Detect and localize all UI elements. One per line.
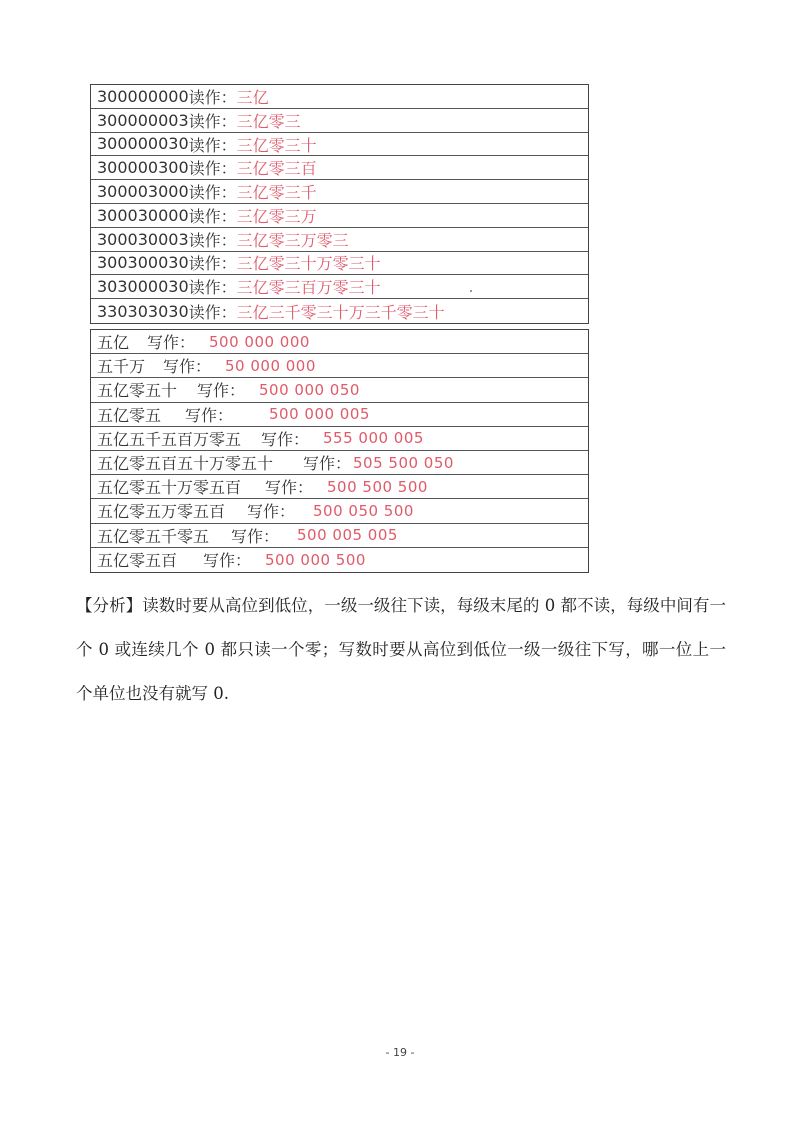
write-label: 写作： [203,551,252,571]
read-label: 读作： [188,278,237,298]
number-words: 五亿零五 [97,405,162,425]
table-row [91,180,588,204]
table-row [91,427,588,451]
number-words: 五亿零五百五十万零五十 [97,454,274,474]
written-answer: 50 000 000 [225,356,316,375]
number-words: 五亿零五千零五 [97,526,210,546]
scan-speck [470,290,472,292]
reading-answer: 三亿零三千 [236,183,317,203]
write-label: 写作： [185,405,234,425]
table-row [91,354,588,378]
number-words: 五亿零五百 [97,551,178,571]
number: 303000030 [97,277,189,297]
table-row [91,109,588,133]
table-row [91,475,588,499]
write-label: 写作： [265,478,314,498]
table-row [91,252,588,276]
number-words: 五千万 [97,357,146,377]
written-answer: 500 000 000 [209,332,310,351]
written-answer: 500 000 050 [259,380,360,399]
analysis-text: 读数时要从高位到低位，一级一级往下读，每级末尾的 0 都不读，每级中间有一个 0 或连续几个 0 都只读一个零；写数时要从高位到低位一级一级往下写，哪一位上一个单位也没有就写 0. [76,596,727,703]
reading-answer: 三亿零三十 [236,135,317,155]
write-label: 写作： [261,429,310,449]
written-answer: 555 000 005 [323,429,424,448]
read-label: 读作： [188,135,237,155]
number-words: 五亿零五万零五百 [97,502,226,522]
written-answer: 500 500 500 [327,477,428,496]
number-words: 五亿 [97,333,130,353]
number-words: 五亿零五十 [97,381,178,401]
write-label: 写作： [231,526,280,546]
table-row [91,204,588,228]
reading-answer: 三亿零三万零三 [236,230,349,250]
written-answer: 500 000 500 [265,550,366,569]
reading-answer: 三亿零三万 [236,206,317,226]
number-words: 五亿零五十万零五百 [97,478,242,498]
read-label: 读作： [188,159,237,179]
reading-answer: 三亿零三百 [236,159,317,179]
reading-table [90,84,589,324]
read-label: 读作： [188,254,237,274]
page-number: - 19 - [385,1046,415,1059]
number: 300030000 [97,205,189,225]
number: 300000030 [97,134,189,154]
number-words: 五亿五千五百万零五 [97,429,242,449]
write-label: 写作： [163,357,212,377]
table-row [91,548,588,572]
read-label: 读作： [188,206,237,226]
number: 300300030 [97,253,189,273]
written-answer: 500 005 005 [297,526,398,545]
analysis-paragraph [76,584,726,716]
number: 300000003 [97,110,189,130]
read-label: 读作： [188,230,237,250]
reading-answer: 三亿零三十万零三十 [236,254,381,274]
write-label: 写作： [147,333,196,353]
written-answer: 500 000 005 [269,405,370,424]
table-row [91,403,588,427]
table-row [91,451,588,475]
number: 300030003 [97,229,189,249]
read-label: 读作： [188,302,237,322]
reading-answer: 三亿 [236,87,269,107]
write-label: 写作： [303,454,352,474]
table-row [91,499,588,523]
table-row [91,275,588,299]
number: 330303030 [97,301,189,321]
write-label: 写作： [197,381,246,401]
read-label: 读作： [188,183,237,203]
reading-answer: 三亿三千零三十万三千零三十 [236,302,445,322]
table-row [91,133,588,157]
table-row [91,156,588,180]
number: 300000000 [97,86,189,106]
number: 300000300 [97,158,189,178]
table-row [91,378,588,402]
read-label: 读作： [188,87,237,107]
writing-table [90,329,589,573]
reading-answer: 三亿零三百万零三十 [236,278,381,298]
table-row [91,228,588,252]
write-label: 写作： [247,502,296,522]
read-label: 读作： [188,111,237,131]
number: 300003000 [97,182,189,202]
table-row [91,299,588,323]
written-answer: 505 500 050 [353,453,454,472]
reading-answer: 三亿零三 [236,111,301,131]
table-row [91,524,588,548]
written-answer: 500 050 500 [313,501,414,520]
table-row [91,85,588,109]
analysis-heading: 【分析】 [76,596,143,615]
table-row [91,330,588,354]
